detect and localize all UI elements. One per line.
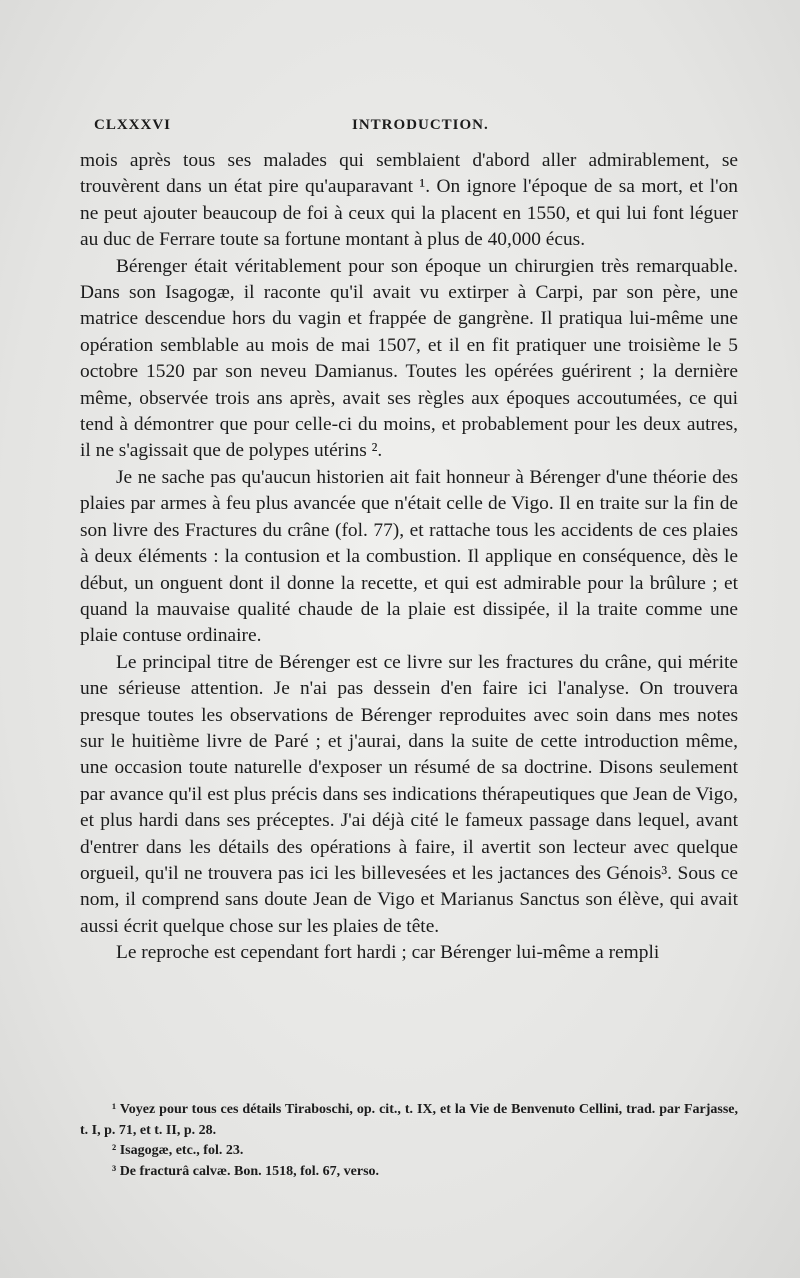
paragraph: Le principal titre de Bérenger est ce livre sur les fractures du crâne, qui mérite une sérieuse attention. Je n'ai pas dessein d'en faire ici l'analyse. On trouvera presque toutes les observations de Bérenger reproduites avec soin dans mes notes sur le huitième livre de Paré ; et j'aurai, dans la suite de cette introduction même, une occasion toute naturelle d'exposer un résumé de sa doctrine. Disons seulement par avance qu'il est plus précis dans ses indications thérapeutiques que Jean de Vigo, et plus hardi dans ses préceptes. J'ai déjà cité le fameux passage dans lequel, avant d'entrer dans les détails des opérations à faire, il avertit son lecteur avec quelque orgueil, qu'il ne trouvera pas ici les billevesées et les jactances des Génois³. Sous ce nom, il comprend sans doute Jean de Vigo et Marianus Sanctus son élève, qui avait aussi écrit quelque chose sur les plaies de tête.	[80, 651, 738, 937]
footnotes	[80, 1100, 738, 1182]
paragraph: mois après tous ses malades qui semblaient d'abord aller admirablement, se trouvèrent dans un état pire qu'auparavant ¹. On ignore l'époque de sa mort, et l'on ne peut ajouter beaucoup de foi à ceux qui la placent en 1550, et qui lui font léguer au duc de Ferrare toute sa fortune montant à plus de 40,000 écus.	[80, 150, 738, 251]
footnote: ² Isagogæ, etc., fol. 23.	[112, 1143, 244, 1158]
footnote: ¹ Voyez pour tous ces détails Tiraboschi, op. cit., t. IX, et la Vie de Benvenuto Cellini, trad. par Farjasse, t. I, p. 71, et t. II, p. 28.	[80, 1102, 738, 1138]
page-number: CLXXXVI	[94, 117, 172, 133]
paragraph: Bérenger était véritablement pour son époque un chirurgien très remarquable. Dans son Isagogæ, il raconte qu'il avait vu extirper à Carpi, par son père, une matrice descendue hors du vagin et frappée de gangrène. Il pratiqua lui-même une opération semblable au mois de mai 1507, et il en fit pratiquer une troisième le 5 octobre 1520 par son neveu Damianus. Toutes les opérées guérirent ; la dernière même, observée trois ans après, avait ses règles aux époques accoutumées, ce qui tend à démontrer que pour celle-ci du moins, et probablement pour les deux autres, il ne s'agissait que de polypes utérins ².	[80, 255, 738, 462]
paragraph: Je ne sache pas qu'aucun historien ait fait honneur à Bérenger d'une théorie des plaies par armes à feu plus avancée que n'était celle de Vigo. Il en traite sur la fin de son livre des Fractures du crâne (fol. 77), et rattache tous les accidents de ces plaies à deux éléments : la contusion et la combustion. Il applique en conséquence, dès le début, un onguent dont il donne la recette, et qui est admirable pour la brûlure ; et quand la mauvaise qualité chaude de la plaie est dissipée, il la traite comme une plaie contuse ordinaire.	[80, 466, 738, 647]
page-header	[94, 117, 736, 141]
footnote: ³ De fracturâ calvæ. Bon. 1518, fol. 67, verso.	[112, 1163, 380, 1179]
running-title: INTRODUCTION.	[352, 117, 489, 133]
paragraph: Le reproche est cependant fort hardi ; car Bérenger lui-même a rempli	[116, 942, 660, 964]
body-text	[80, 148, 738, 967]
